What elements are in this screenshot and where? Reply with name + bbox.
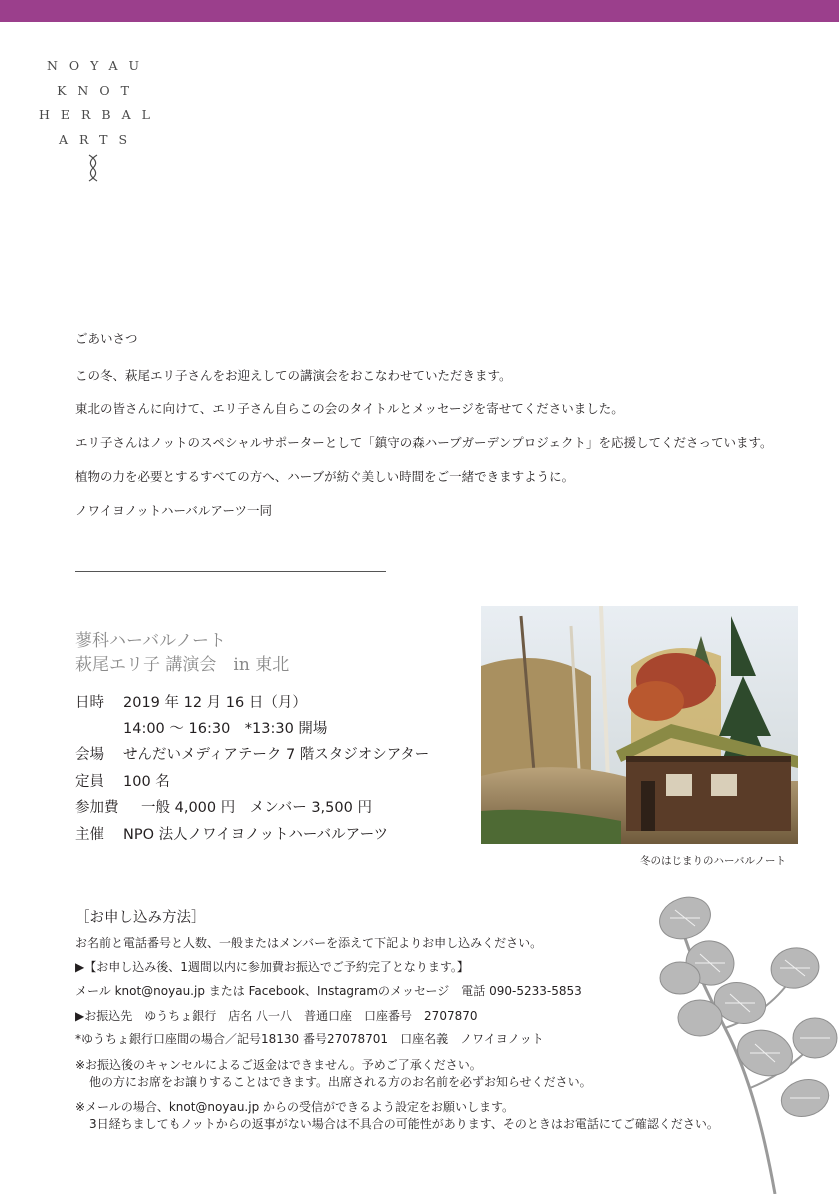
event-title: 蓼科ハーバルノート [75,631,226,651]
event-fee-row [75,798,372,818]
apply-bank-line: ▶お振込先 ゆうちょ銀行 店名 八一八 普通口座 口座番号 2707870 [75,1009,478,1023]
apply-heading: ［お申し込み方法］ [75,910,206,926]
greeting-paragraph: エリ子さんはノットのスペシャルサポーターとして「鎮守の森ハーブガーデンプロジェクト」を応援してくださっています。 [75,435,773,450]
event-value: 100 名 [123,774,170,790]
greeting-signature: ノワイヨノットハーバルアーツ一同 [75,503,273,518]
top-color-bar [0,0,839,22]
event-value: NPO 法人ノワイヨノットハーバルアーツ [123,827,389,843]
apply-line: ▶【お申し込み後、1週間以内に参加費お振込でご予約完了となります。】 [75,960,469,974]
event-value: 2019 年 12 月 16 日（月） [123,695,307,711]
apply-bank-line: *ゆうちょ銀行口座間の場合／記号18130 番号27078701 口座名義 ノワイヨノット [75,1032,544,1046]
event-value: 一般 4,000 円 メンバー 3,500 円 [141,800,372,816]
event-label: 主催 [75,827,104,843]
event-venue-row [75,745,430,765]
event-label: 参加費 [75,800,119,816]
event-value: 14:00 ～ 16:30 *13:30 開場 [123,721,328,737]
event-subtitle: 萩尾エリ子 講演会 in 東北 [75,655,290,675]
greeting-paragraph: この冬、萩尾エリ子さんをお迎えしての講演会をおこなわせていただきます。 [75,368,512,383]
herb-sprig-illustration [655,878,839,1194]
greeting-paragraph: 東北の皆さんに向けて、エリ子さん自らこの会のタイトルとメッセージを寄せてくださいました。 [75,401,624,416]
photo-caption: 冬のはじまりのハーバルノート [640,855,787,867]
section-divider [75,571,386,572]
event-label: 日時 [75,695,104,711]
logo-line: HERBAL [39,107,161,122]
apply-note-line: ※お振込後のキャンセルによるご返金はできません。予めご了承ください。 [75,1058,482,1072]
event-value: せんだいメディアテーク 7 階スタジオシアター [123,747,430,763]
cabin-forest-image [481,606,798,844]
apply-contact-line: メール knot@noyau.jp または Facebook、Instagramのメッセージ 電話 090-5233-5853 [75,984,582,998]
logo-line: NOYAU [46,58,151,73]
logo-line: ARTS [58,131,139,147]
apply-note-line: 3日経ちましてもノットからの返事がない場合は不具合の可能性があります、そのときはお電話にてご確認ください。 [89,1117,719,1131]
event-capacity-row [75,772,170,792]
apply-note-line: ※メールの場合、knot@noyau.jp からの受信ができるよう設定をお願いします。 [75,1100,515,1114]
apply-line: お名前と電話番号と人数、一般またはメンバーを添えて下記よりお申し込みください。 [75,936,543,950]
noyau-logo [28,54,161,182]
greeting-heading: ごあいさつ [75,331,138,346]
apply-note-line: 他の方にお席をお譲りすることはできます。出席される方のお名前を必ずお知らせください。 [89,1075,592,1089]
herbal-note-photo [481,606,798,844]
knot-icon [85,154,101,182]
event-date-row [75,693,307,713]
logo-line: KNOT [57,82,140,98]
event-organizer-row [75,825,389,845]
greeting-paragraph: 植物の力を必要とするすべての方へ、ハーブが紡ぐ美しい時間をご一緒できますように。 [75,469,575,484]
event-label: 定員 [75,774,104,790]
event-label: 会場 [75,747,104,763]
